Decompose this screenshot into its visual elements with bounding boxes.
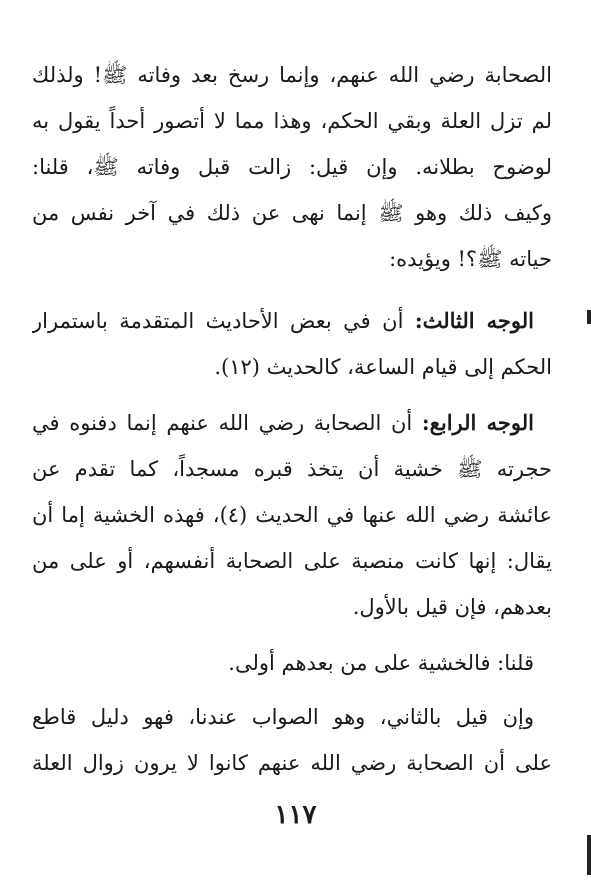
text-line: الحكم إلى قيام الساعة، كالحديث (١٢). bbox=[214, 355, 552, 379]
paragraph-third-aspect bbox=[32, 298, 552, 390]
scan-edge-mark bbox=[587, 835, 591, 875]
text-line: يقال: إنها كانت منصبة على الصحابة أنفسهم، أو على من bbox=[32, 549, 552, 573]
scan-edge-mark bbox=[587, 310, 591, 324]
text-line bbox=[32, 400, 552, 446]
text-line: الصحابة رضي الله عنهم، وإنما رسخ بعد وفاته ﷺ! ولذلك bbox=[32, 63, 552, 87]
section-heading: الوجه الثالث: bbox=[414, 308, 534, 333]
text-line: وإن قيل بالثاني، وهو الصواب عندنا، فهو دليل قاطع bbox=[32, 705, 534, 729]
section-heading: الوجه الرابع: bbox=[421, 410, 534, 435]
text-line: حياته ﷺ؟! ويؤيده: bbox=[389, 247, 552, 271]
paragraph-second-option bbox=[32, 694, 552, 786]
text-line: بعدهم، فإن قيل بالأول. bbox=[352, 595, 552, 619]
text-run: أن الصحابة رضي الله عنهم إنما دفنوه في bbox=[32, 411, 413, 435]
text-run: أن في بعض الأحاديث المتقدمة باستمرار bbox=[32, 309, 404, 333]
text-line: حجرته ﷺ خشية أن يتخذ قبره مسجداً، كما تقدم عن bbox=[32, 457, 552, 481]
text-line: لم تزل العلة وبقي الحكم، وهذا مما لا أتصور أحداً يقول به bbox=[32, 109, 552, 133]
text-line: على أن الصحابة رضي الله عنهم كانوا لا يرون زوال العلة bbox=[32, 751, 552, 775]
paragraph-fourth-aspect bbox=[32, 400, 552, 630]
text-line: لوضوح بطلانه. وإن قيل: زالت قبل وفاته ﷺ، قلنا: bbox=[32, 155, 552, 179]
page-number: ١١٧ bbox=[274, 800, 317, 830]
paragraph-opening bbox=[32, 52, 552, 282]
text-line bbox=[32, 298, 552, 344]
text-line: وكيف ذلك وهو ﷺ إنما نهى عن ذلك في آخر نفس من bbox=[32, 201, 552, 225]
text-line: قلنا: فالخشية على من بعدهم أولى. bbox=[228, 651, 534, 675]
paragraph-reply bbox=[32, 640, 552, 686]
text-line: عائشة رضي الله عنها في الحديث (٤)، فهذه الخشية إما أن bbox=[32, 503, 552, 527]
